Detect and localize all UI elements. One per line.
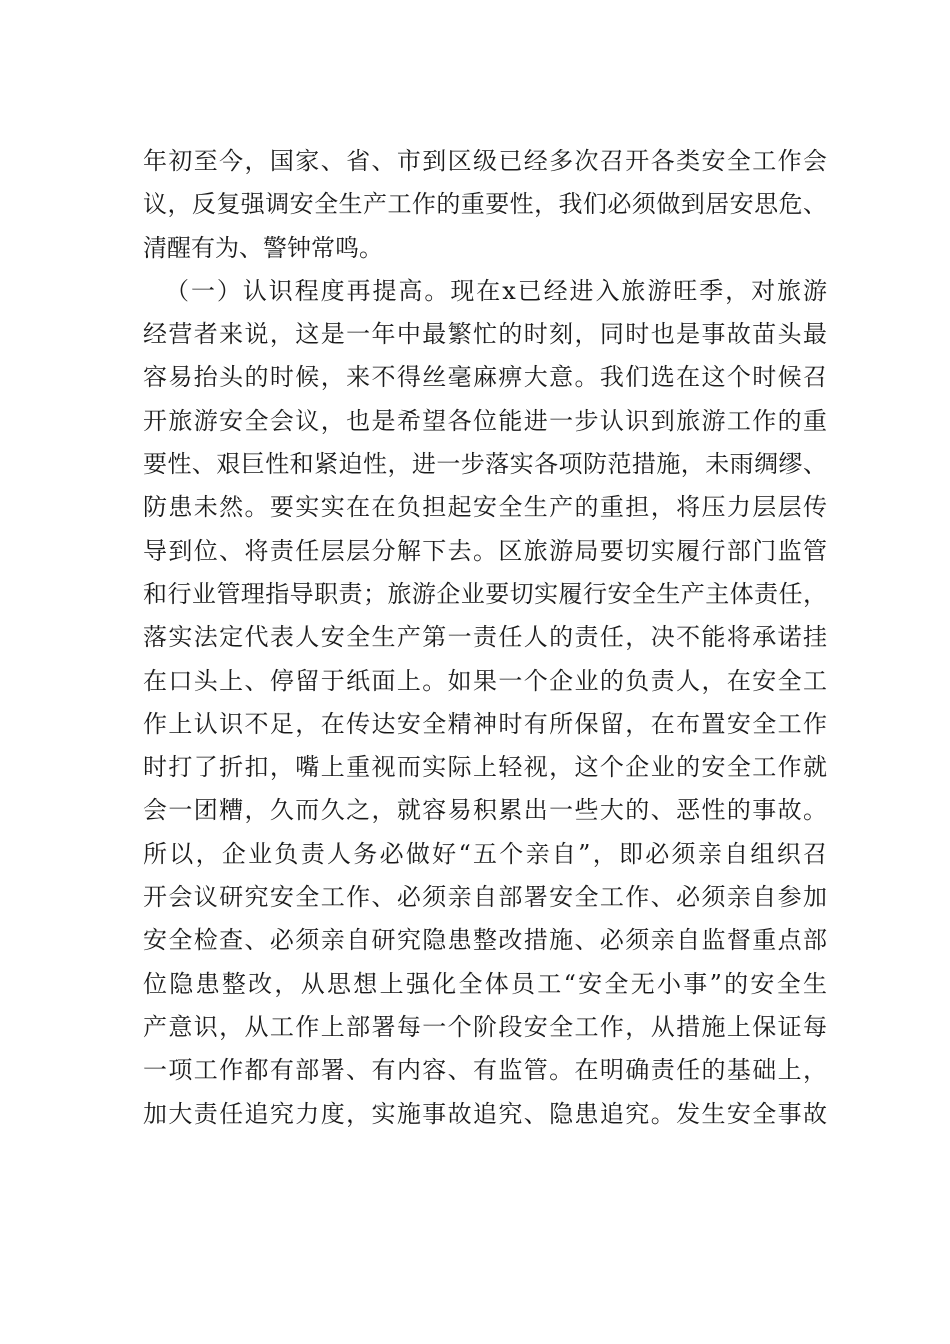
text-line: 开会议研究安全工作、必须亲自部署安全工作、必须亲自参加 (143, 883, 827, 912)
text-line: 防患未然。要实实在在负担起安全生产的重担，将压力层层传 (143, 493, 827, 522)
text-line: 会一团糟，久而久之，就容易积累出一些大的、恶性的事故。 (143, 796, 827, 825)
text-line: 加大责任追究力度，实施事故追究、隐患追究。发生安全事故 (143, 1099, 827, 1128)
text-line: 在口头上、停留于纸面上。如果一个企业的负责人，在安全工 (143, 666, 827, 695)
text-line: 议，反复强调安全生产工作的重要性，我们必须做到居安思危、 (143, 190, 827, 219)
text-line: 安全检查、必须亲自研究隐患整改措施、必须亲自监督重点部 (143, 926, 827, 955)
text-line: 时打了折扣，嘴上重视而实际上轻视，这个企业的安全工作就 (143, 753, 827, 782)
text-line: 开旅游安全会议，也是希望各位能进一步认识到旅游工作的重 (143, 406, 827, 435)
text-line: 位隐患整改，从思想上强化全体员工“安全无小事”的安全生 (143, 969, 827, 998)
text-line: 和行业管理指导职责；旅游企业要切实履行安全生产主体责任， (143, 579, 827, 608)
text-line: 要性、艰巨性和紧迫性，进一步落实各项防范措施，未雨绸缪、 (143, 450, 827, 479)
text-line: 作上认识不足，在传达安全精神时有所保留，在布置安全工作 (143, 709, 827, 738)
text-line: 所以，企业负责人务必做好“五个亲自”，即必须亲自组织召 (143, 839, 827, 868)
text-line: 导到位、将责任层层分解下去。区旅游局要切实履行部门监管 (143, 536, 827, 565)
text-line: 产意识，从工作上部署每一个阶段安全工作，从措施上保证每 (143, 1012, 827, 1041)
text-line: 容易抬头的时候，来不得丝毫麻痹大意。我们选在这个时候召 (143, 363, 827, 392)
text-line: 落实法定代表人安全生产第一责任人的责任，决不能将承诺挂 (143, 623, 827, 652)
text-line: 年初至今，国家、省、市到区级已经多次召开各类安全工作会 (143, 147, 827, 175)
text-line: 一项工作都有部署、有内容、有监管。在明确责任的基础上， (143, 1056, 827, 1085)
body-text (143, 140, 827, 1136)
text-line: 清醒有为、警钟常鸣。 (143, 233, 383, 262)
text-line: 经营者来说，这是一年中最繁忙的时刻，同时也是事故苗头最 (143, 320, 827, 349)
section-heading-line: （一）认识程度再提高。现在x已经进入旅游旺季，对旅游 (165, 276, 827, 305)
